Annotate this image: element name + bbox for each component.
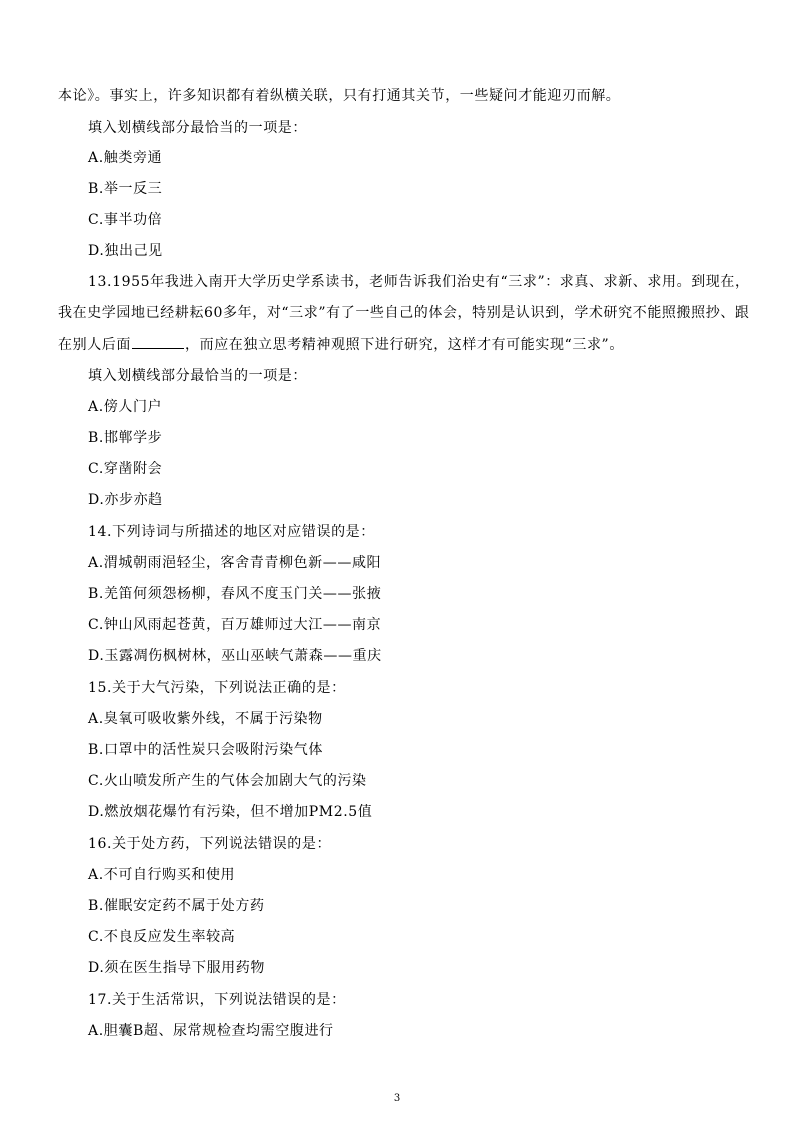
option-a: A.不可自行购买和使用 <box>88 867 236 883</box>
text-before-blank: 在别人后面 <box>58 337 131 353</box>
option-d: D.玉露凋伤枫树林，巫山巫峡气萧森——重庆 <box>88 648 382 664</box>
option-c: C.事半功倍 <box>88 212 163 228</box>
option-d: D.独出己见 <box>88 243 163 259</box>
question-14: 14.下列诗词与所描述的地区对应错误的是： <box>88 524 375 540</box>
question-15: 15.关于大气污染，下列说法正确的是： <box>88 680 346 696</box>
option-a: A.胆囊B超、尿常规检查均需空腹进行 <box>88 1023 334 1039</box>
option-b: B.举一反三 <box>88 181 163 197</box>
option-c: C.不良反应发生率较高 <box>88 929 236 945</box>
option-a: A.渭城朝雨浥轻尘，客舍青青柳色新——咸阳 <box>88 555 382 571</box>
option-a: A.臭氧可吸收紫外线，不属于污染物 <box>88 711 323 727</box>
option-b: B.催眠安定药不属于处方药 <box>88 898 265 914</box>
question-prompt: 填入划横线部分最恰当的一项是： <box>88 368 307 384</box>
question-13-continued: 我在史学园地已经耕耘60多年，对“三求”有了一些自己的体会，特别是认识到，学术研究不能照搬照抄、跟 <box>58 305 750 321</box>
option-b: B.邯郸学步 <box>88 430 163 446</box>
option-a: A.触类旁通 <box>88 150 163 166</box>
question-17: 17.关于生活常识，下列说法错误的是： <box>88 992 346 1008</box>
option-d: D.亦步亦趋 <box>88 492 163 508</box>
option-d: D.燃放烟花爆竹有污染，但不增加PM2.5值 <box>88 804 373 820</box>
option-a: A.傍人门户 <box>88 399 163 415</box>
option-b: B.口罩中的活性炭只会吸附污染气体 <box>88 742 323 758</box>
option-c: C.穿凿附会 <box>88 461 163 477</box>
question-13-blank-line <box>58 334 748 355</box>
question-prompt: 填入划横线部分最恰当的一项是： <box>88 120 307 136</box>
option-c: C.火山喷发所产生的气体会加剧大气的污染 <box>88 773 367 789</box>
option-d: D.须在医生指导下服用药物 <box>88 960 265 976</box>
question-16: 16.关于处方药，下列说法错误的是： <box>88 836 332 852</box>
question-13: 13.1955年我进入南开大学历史学系读书，老师告诉我们治史有“三求”：求真、求新、求用。到现在， <box>88 274 750 290</box>
option-b: B.羌笛何须怨杨柳，春风不度玉门关——张掖 <box>88 586 382 602</box>
option-c: C.钟山风雨起苍黄，百万雄师过大江——南京 <box>88 617 382 633</box>
text-after-blank: ，而应在独立思考精神观照下进行研究，这样才有可能实现“三求”。 <box>185 337 624 353</box>
text-line: 本论》。事实上，许多知识都有着纵横关联，只有打通其关节，一些疑问才能迎刃而解。 <box>58 88 621 104</box>
fill-in-blank <box>132 334 184 349</box>
page-number: 3 <box>393 1093 401 1104</box>
